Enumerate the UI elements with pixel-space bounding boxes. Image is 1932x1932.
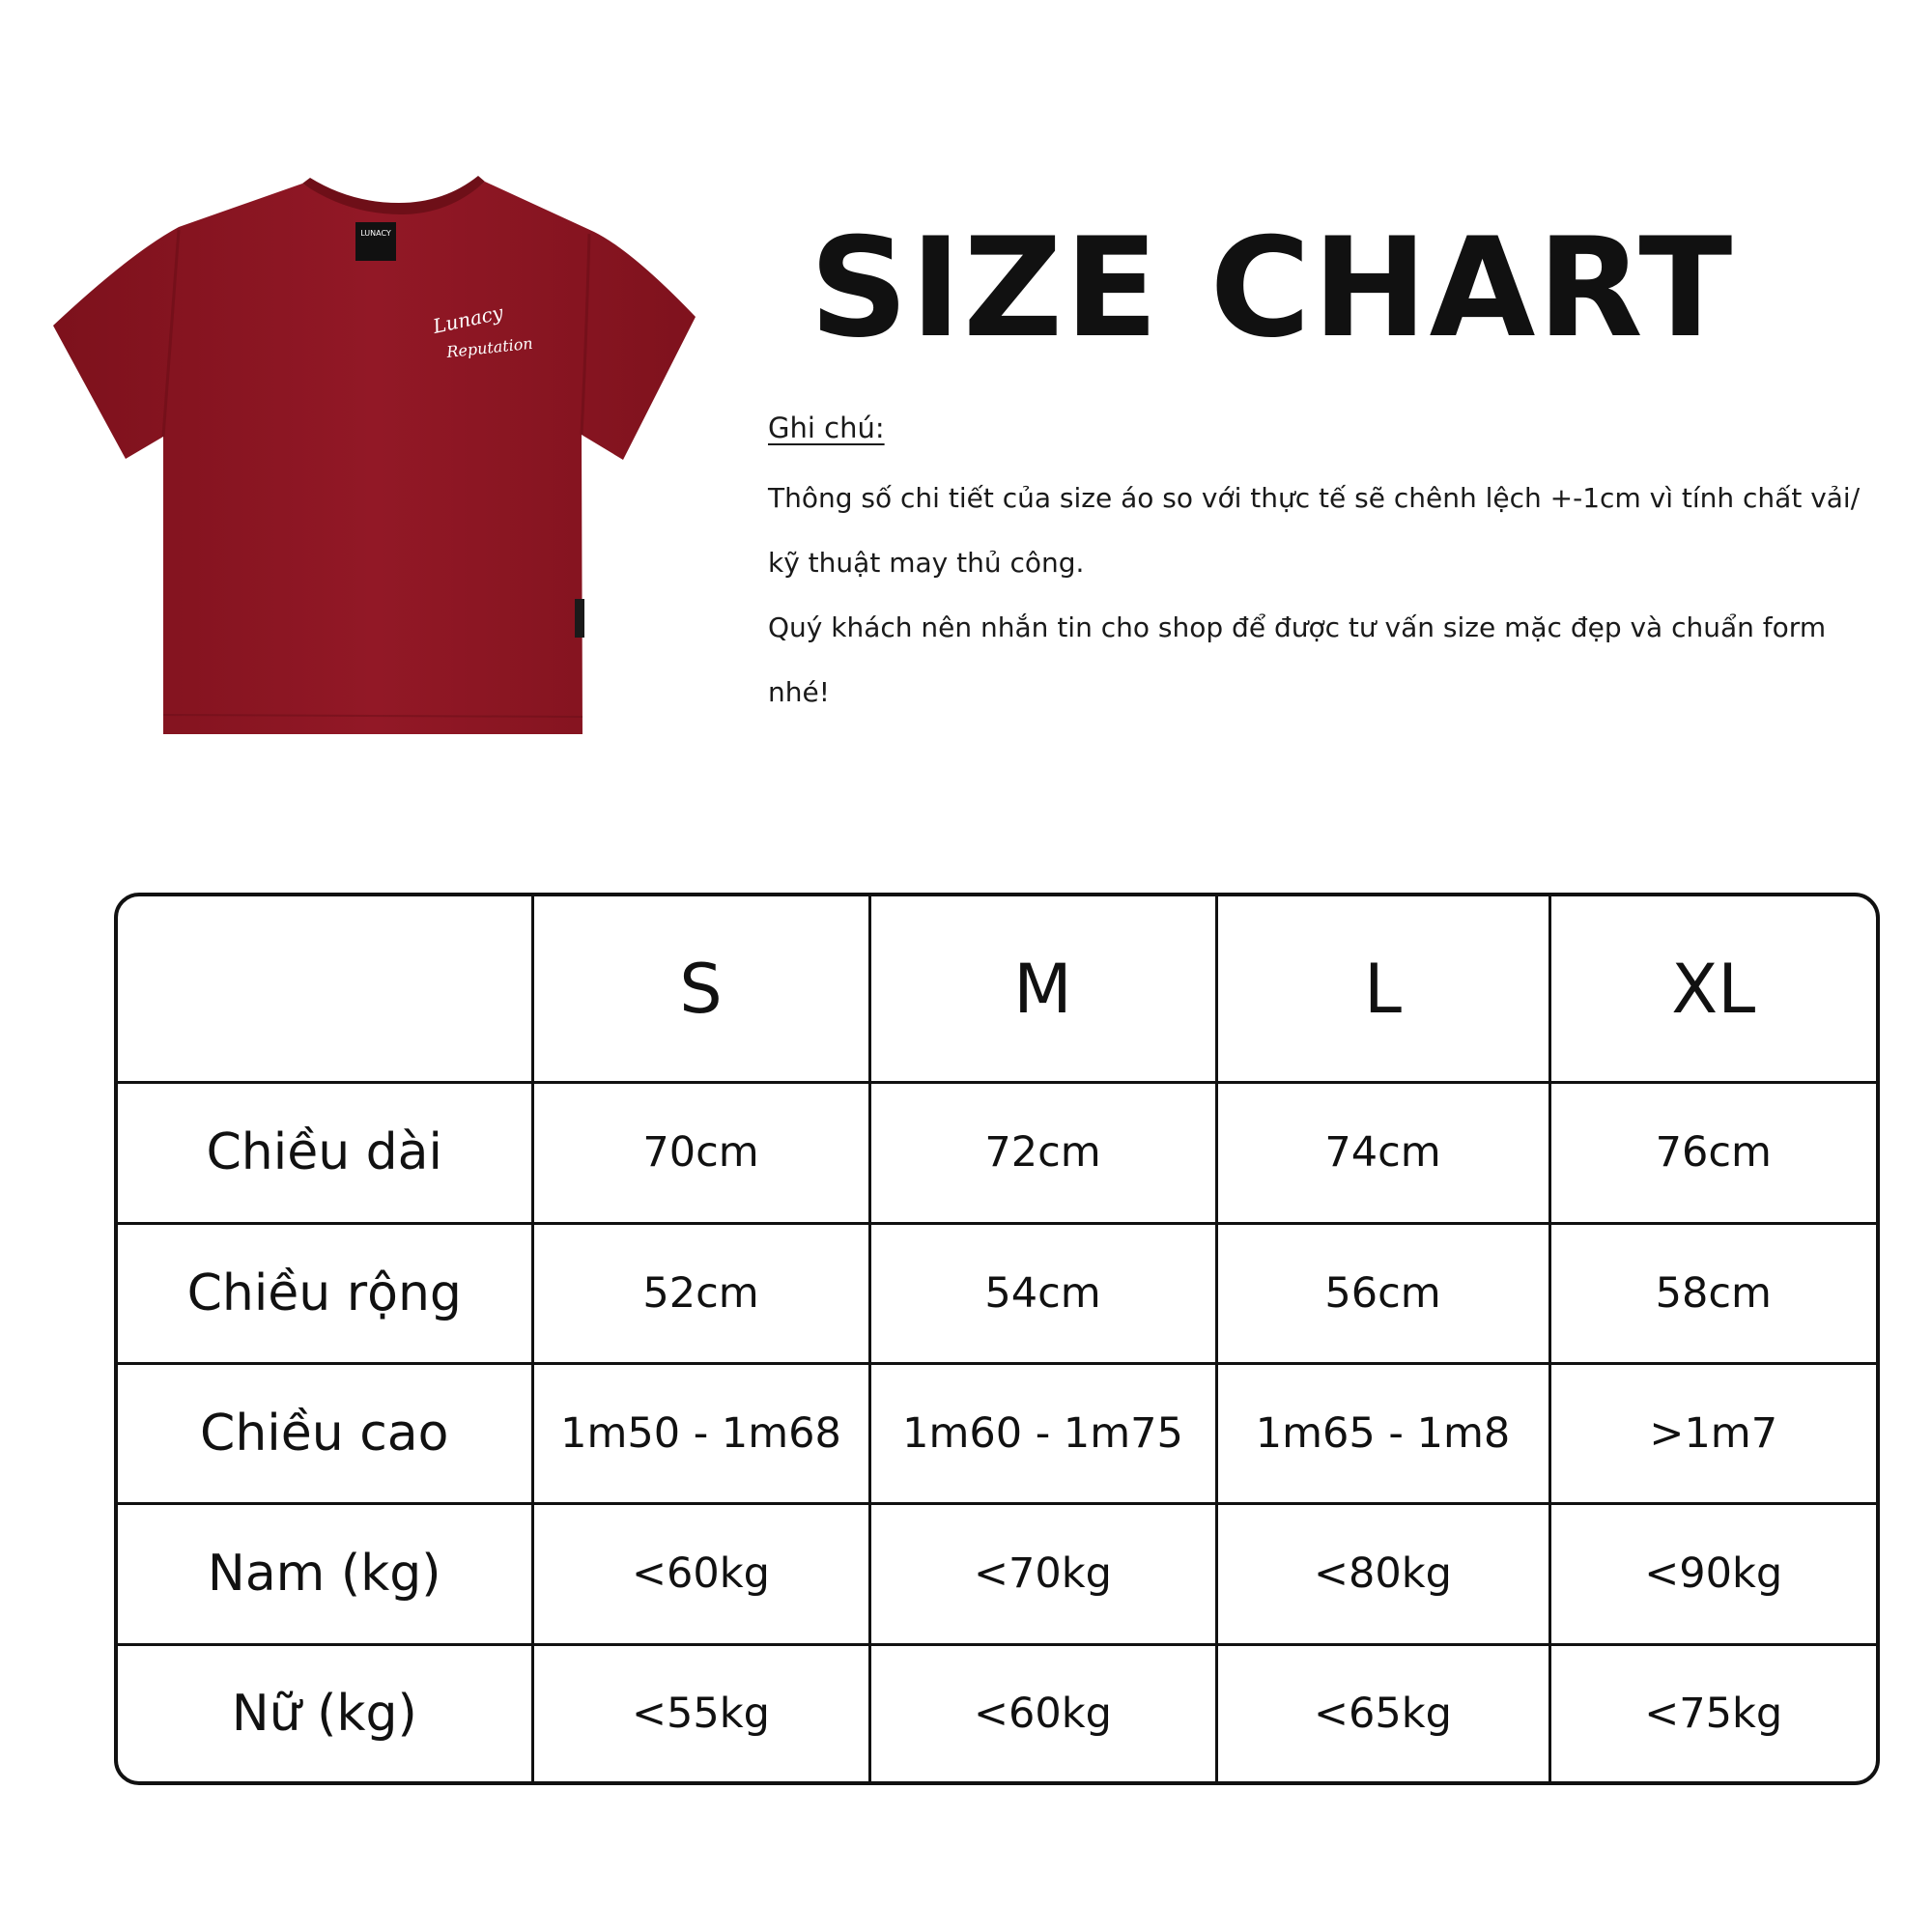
- notes-heading: Ghi chú:: [768, 412, 885, 444]
- size-header-l: L: [1216, 896, 1549, 1083]
- table-cell: <60kg: [532, 1504, 869, 1644]
- row-label-length: Chiều dài: [118, 1083, 532, 1223]
- size-header-xl: XL: [1549, 896, 1876, 1083]
- neck-label: [355, 222, 396, 261]
- table-row: [118, 1644, 1876, 1781]
- table-cell: 56cm: [1216, 1223, 1549, 1363]
- table-cell: 54cm: [869, 1223, 1216, 1363]
- table-cell: 1m50 - 1m68: [532, 1363, 869, 1503]
- table-row: [118, 1223, 1876, 1363]
- table-cell: <60kg: [869, 1644, 1216, 1781]
- table-cell: <90kg: [1549, 1504, 1876, 1644]
- table-cell: 72cm: [869, 1083, 1216, 1223]
- table-cell: 1m60 - 1m75: [869, 1363, 1216, 1503]
- table-row: [118, 1083, 1876, 1223]
- row-label-width: Chiều rộng: [118, 1223, 532, 1363]
- side-tag: [575, 599, 584, 638]
- notes-line-2: Quý khách nên nhắn tin cho shop để được tư vấn size mặc đẹp và chuẩn form nhé!: [768, 611, 1827, 708]
- table-cell: <65kg: [1216, 1644, 1549, 1781]
- row-label-height: Chiều cao: [118, 1363, 532, 1503]
- table-cell: 74cm: [1216, 1083, 1549, 1223]
- table-cell: <55kg: [532, 1644, 869, 1781]
- chest-print-line2: Reputation: [445, 333, 534, 361]
- size-header-m: M: [869, 896, 1216, 1083]
- table-cell: >1m7: [1549, 1363, 1876, 1503]
- table-header-row: [118, 896, 1876, 1083]
- product-image-tshirt: [53, 174, 700, 734]
- table-row: [118, 1504, 1876, 1644]
- table-cell: <70kg: [869, 1504, 1216, 1644]
- table-cell: 52cm: [532, 1223, 869, 1363]
- table-cell: 1m65 - 1m8: [1216, 1363, 1549, 1503]
- neck-label-text: LUNACY: [360, 229, 391, 238]
- tshirt-body: [53, 182, 696, 734]
- size-header-s: S: [532, 896, 869, 1083]
- row-label-female-weight: Nữ (kg): [118, 1644, 532, 1781]
- size-table-grid: [118, 896, 1876, 1781]
- table-cell: 58cm: [1549, 1223, 1876, 1363]
- row-label-male-weight: Nam (kg): [118, 1504, 532, 1644]
- table-row: [118, 1363, 1876, 1503]
- table-cell: <80kg: [1216, 1504, 1549, 1644]
- notes-section: [768, 396, 1879, 724]
- table-cell: 70cm: [532, 1083, 869, 1223]
- chest-print-line1: Lunacy: [431, 300, 505, 338]
- size-table: [114, 893, 1880, 1785]
- table-cell: 76cm: [1549, 1083, 1876, 1223]
- tshirt-illustration: [53, 174, 700, 734]
- notes-line-1: Thông số chi tiết của size áo so với thực tế sẽ chênh lệch +-1cm vì tính chất vải/ kỹ thuật may thủ công.: [768, 482, 1861, 579]
- page-title: SIZE CHART: [810, 209, 1735, 368]
- table-cell: <75kg: [1549, 1644, 1876, 1781]
- table-corner-cell: [118, 896, 532, 1083]
